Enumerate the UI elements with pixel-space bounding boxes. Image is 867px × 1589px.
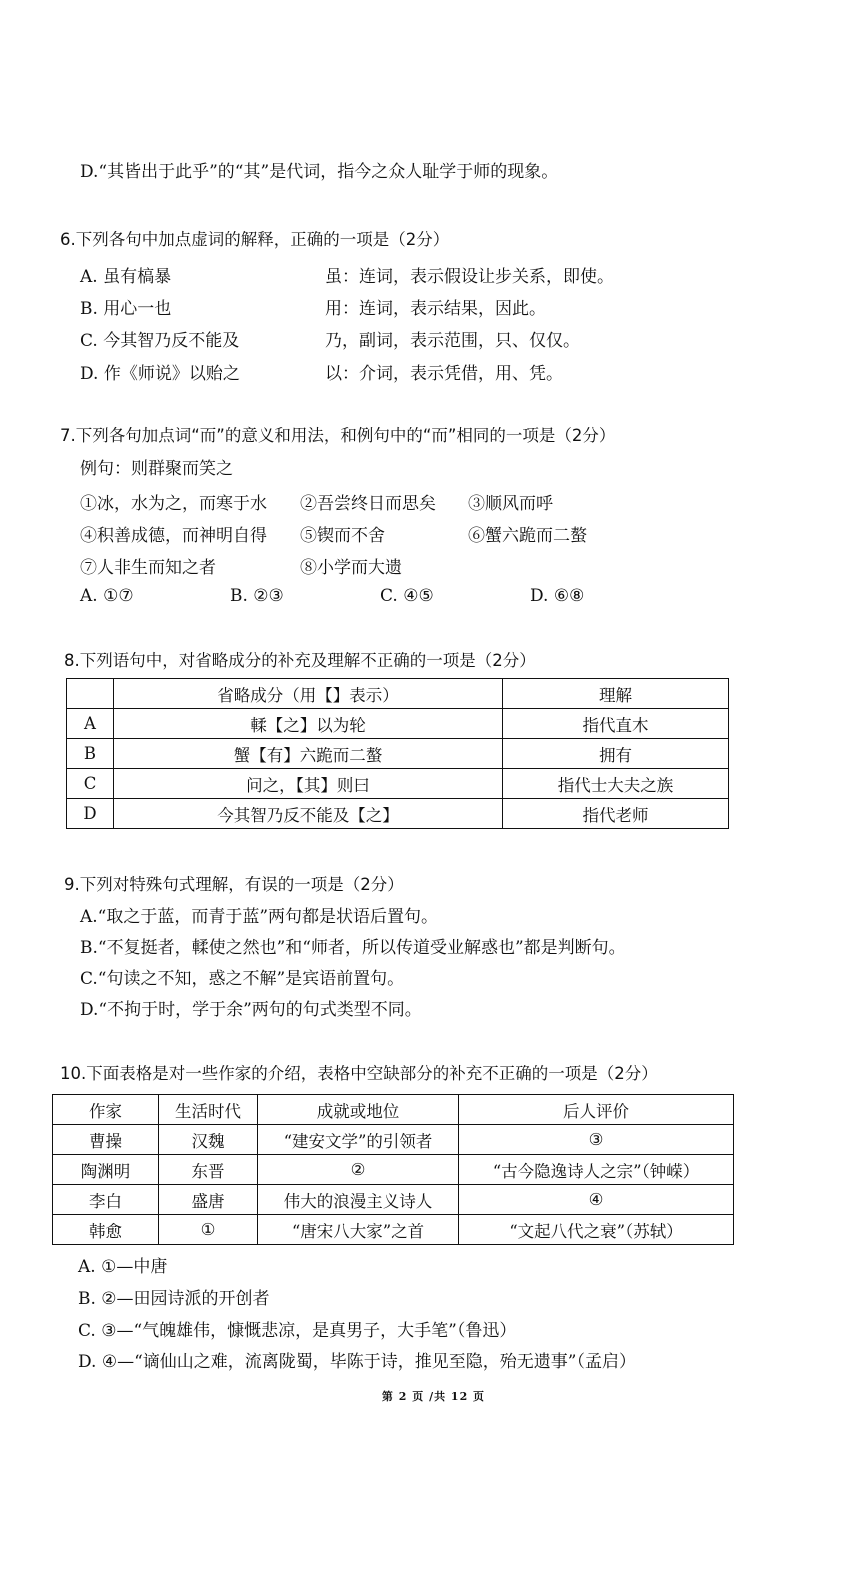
table-cell: 陶渊明: [53, 1155, 159, 1185]
q7-stem: 7.下列各句加点词“而”的意义和用法，和例句中的“而”相同的一项是（2分）: [60, 426, 616, 445]
q6-option-b: [80, 294, 780, 320]
q7-items-row-2: [80, 521, 600, 547]
table-header-row: [67, 679, 729, 709]
q7-choices: [80, 586, 720, 612]
q8-table: [66, 678, 729, 829]
q7-example: 例句：则群聚而笑之: [80, 459, 233, 479]
q6-option-a: [80, 262, 780, 288]
q10-option-b: B. ②—田园诗派的开创者: [78, 1289, 270, 1309]
q7-items-row-3: [80, 553, 600, 579]
q9-option-d: D.“不拘于时，学于余”两句的句式类型不同。: [80, 1000, 422, 1020]
q7-item: ⑤锲而不舍: [300, 526, 385, 546]
q6-option-c: [80, 326, 780, 352]
q6-option-c-sentence: C. 今其智乃反不能及: [80, 331, 240, 351]
q7-choice-c: C. ④⑤: [380, 586, 434, 606]
table-cell: ④: [459, 1185, 734, 1215]
table-header-row: [53, 1095, 734, 1125]
q7-choice-d: D. ⑥⑧: [530, 586, 585, 606]
table-header-cell: 省略成分（用【】表示）: [114, 679, 503, 709]
table-cell: 汉魏: [159, 1125, 258, 1155]
table-cell: 韩愈: [53, 1215, 159, 1245]
table-row: [53, 1185, 734, 1215]
q10-option-c: C. ③—“气魄雄伟，慷慨悲凉，是真男子，大手笔”（鲁迅）: [78, 1321, 517, 1341]
q10-stem: 10.下面表格是对一些作家的介绍，表格中空缺部分的补充不正确的一项是（2分）: [60, 1064, 658, 1083]
table-cell: 輮【之】以为轮: [114, 709, 503, 739]
table-row: [67, 709, 729, 739]
table-cell: 蟹【有】六跪而二螯: [114, 739, 503, 769]
q7-choice-b: B. ②③: [230, 586, 284, 606]
page-number: 第 2 页 /共 12 页: [381, 1390, 486, 1403]
table-header-cell: 生活时代: [159, 1095, 258, 1125]
table-cell: 李白: [53, 1185, 159, 1215]
table-header-cell: 成就或地位: [258, 1095, 459, 1125]
table-row: [53, 1215, 734, 1245]
table-cell: 今其智乃反不能及【之】: [114, 799, 503, 829]
table-cell: 指代士大夫之族: [503, 769, 729, 799]
table-cell: “古今隐逸诗人之宗”（钟嵘）: [459, 1155, 734, 1185]
table-header-cell: 作家: [53, 1095, 159, 1125]
q7-items-row-1: [80, 489, 600, 515]
q10-option-a: A. ①—中唐: [78, 1257, 168, 1277]
table-cell: 曹操: [53, 1125, 159, 1155]
q7-item: ⑧小学而大遗: [300, 558, 402, 578]
table-cell: C: [67, 769, 114, 799]
table-cell: 指代老师: [503, 799, 729, 829]
q6-option-d-sentence: D. 作《师说》以贻之: [80, 364, 240, 384]
q6-option-b-gloss: 用：连词，表示结果，因此。: [325, 299, 546, 319]
q5-option-d: D.“其皆出于此乎”的“其”是代词，指今之众人耻学于师的现象。: [80, 162, 559, 182]
q6-option-d-gloss: 以：介词，表示凭借，用、凭。: [325, 364, 563, 384]
table-cell: 问之，【其】则曰: [114, 769, 503, 799]
q7-item: ⑥蟹六跪而二螯: [468, 526, 587, 546]
table-cell: 指代直木: [503, 709, 729, 739]
q6-option-c-gloss: 乃，副词，表示范围，只、仅仅。: [325, 331, 580, 351]
table-header-cell: 后人评价: [459, 1095, 734, 1125]
table-cell: D: [67, 799, 114, 829]
q10-table: [52, 1094, 734, 1245]
table-row: [67, 769, 729, 799]
table-cell: ①: [159, 1215, 258, 1245]
q9-option-b: B.“不复挺者，輮使之然也”和“师者，所以传道受业解惑也”都是判断句。: [80, 938, 626, 958]
q9-stem: 9.下列对特殊句式理解，有误的一项是（2分）: [64, 875, 404, 894]
table-cell: “文起八代之衰”（苏轼）: [459, 1215, 734, 1245]
q9-option-c: C.“句读之不知，惑之不解”是宾语前置句。: [80, 969, 405, 989]
table-cell: “建安文学”的引领者: [258, 1125, 459, 1155]
table-cell: 拥有: [503, 739, 729, 769]
table-cell: A: [67, 709, 114, 739]
table-row: [67, 739, 729, 769]
q10-option-d: D. ④—“谪仙山之难，流离陇蜀，毕陈于诗，推见至隐，殆无遗事”（孟启）: [78, 1352, 636, 1372]
q9-option-a: A.“取之于蓝，而青于蓝”两句都是状语后置句。: [80, 907, 439, 927]
table-header-cell: [67, 679, 114, 709]
q8-stem: 8.下列语句中，对省略成分的补充及理解不正确的一项是（2分）: [64, 651, 536, 670]
table-cell: 盛唐: [159, 1185, 258, 1215]
table-header-cell: 理解: [503, 679, 729, 709]
table-cell: 伟大的浪漫主义诗人: [258, 1185, 459, 1215]
q7-item: ⑦人非生而知之者: [80, 558, 216, 578]
table-row: [53, 1155, 734, 1185]
q7-item: ④积善成德，而神明自得: [80, 526, 267, 546]
table-cell: ③: [459, 1125, 734, 1155]
table-row: [67, 799, 729, 829]
q7-item: ①冰，水为之，而寒于水: [80, 494, 267, 514]
q6-option-a-gloss: 虽：连词，表示假设让步关系，即使。: [325, 267, 614, 287]
table-cell: ②: [258, 1155, 459, 1185]
table-cell: 东晋: [159, 1155, 258, 1185]
q6-option-d: [80, 359, 780, 385]
q6-option-b-sentence: B. 用心一也: [80, 299, 172, 319]
q7-item: ③顺风而呼: [468, 494, 553, 514]
table-cell: B: [67, 739, 114, 769]
table-row: [53, 1125, 734, 1155]
q6-stem: 6.下列各句中加点虚词的解释，正确的一项是（2分）: [60, 230, 450, 249]
q7-choice-a: A. ①⑦: [80, 586, 134, 606]
q6-option-a-sentence: A. 虽有槁暴: [80, 267, 172, 287]
table-cell: “唐宋八大家”之首: [258, 1215, 459, 1245]
q7-item: ②吾尝终日而思矣: [300, 494, 436, 514]
